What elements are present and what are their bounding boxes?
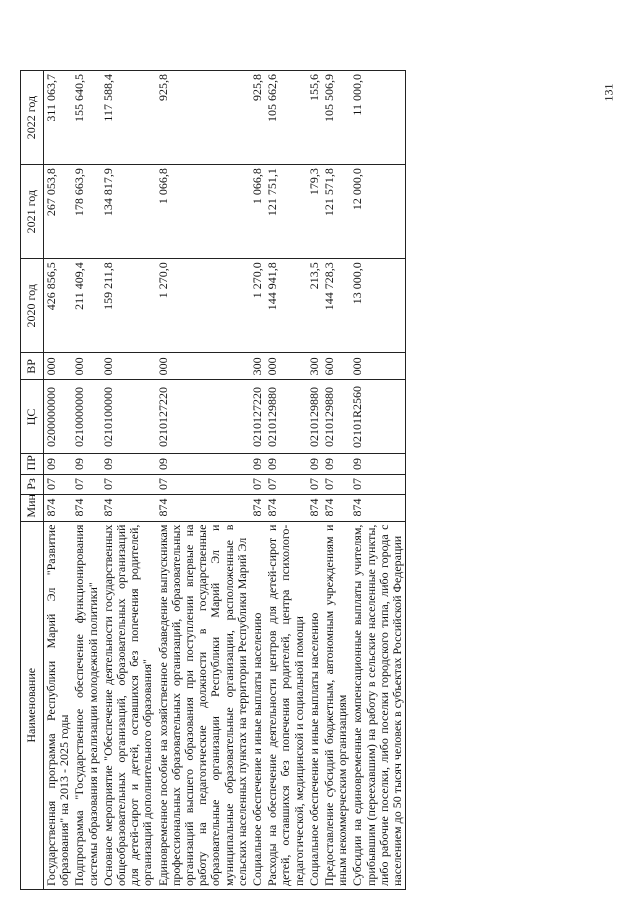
row-2022: 105 662,6 <box>265 71 307 165</box>
table-header-row <box>21 71 44 890</box>
row-min: 874 <box>44 494 73 521</box>
row-2022: 925,8 <box>156 71 250 165</box>
row-name: Расходы на обеспечение деятельности центров для детей-сирот и детей, оставшихся без попечения родителей, центра психолого-педагогической, медицинской и социальной помощи <box>265 521 307 889</box>
row-2022: 925,8 <box>250 71 265 165</box>
row-name: Единовременное пособие на хозяйственное обзаведение выпускникам профессиональных образовательных организаций, образовательных организаций высшего образования при поступлении впервые на работу на педагогические должности в государственные образовательные организации Республики Марий Эл и муниципальные образовательные организации, расположенные в сельских населенных пунктах на территории Республики Марий Эл <box>156 521 250 889</box>
row-rz: 07 <box>250 474 265 494</box>
row-rz: 07 <box>322 474 350 494</box>
row-name: Государственная программа Республики Марий Эл "Развитие образования" на 2013 - 2025 годы <box>44 521 73 889</box>
row-2022: 105 506,9 <box>322 71 350 165</box>
row-2020: 13 000,0 <box>350 259 405 353</box>
row-cs: 0210000000 <box>72 380 100 454</box>
row-pr: 09 <box>350 454 405 474</box>
table-row <box>350 71 405 890</box>
row-cs: 0210127220 <box>156 380 250 454</box>
row-min: 874 <box>72 494 100 521</box>
table-row <box>307 71 322 890</box>
row-min: 874 <box>322 494 350 521</box>
row-2021: 267 053,8 <box>44 165 73 259</box>
row-rz: 07 <box>350 474 405 494</box>
table-row <box>250 71 265 890</box>
row-rz: 07 <box>101 474 156 494</box>
row-pr: 09 <box>156 454 250 474</box>
row-pr: 09 <box>322 454 350 474</box>
row-2020: 1 270,0 <box>250 259 265 353</box>
row-name: Социальное обеспечение и иные выплаты населению <box>250 521 265 889</box>
row-2022: 155 640,5 <box>72 71 100 165</box>
table-row <box>44 71 73 890</box>
header-vr: ВР <box>21 353 44 380</box>
row-pr: 09 <box>101 454 156 474</box>
row-pr: 09 <box>265 454 307 474</box>
header-rz: Рз <box>21 474 44 494</box>
row-min: 874 <box>350 494 405 521</box>
row-vr: 000 <box>265 353 307 380</box>
row-cs: 0200000000 <box>44 380 73 454</box>
row-2020: 426 856,5 <box>44 259 73 353</box>
header-name: Наименование <box>21 521 44 889</box>
row-2021: 179,3 <box>307 165 322 259</box>
row-2020: 144 941,8 <box>265 259 307 353</box>
row-cs: 0210100000 <box>101 380 156 454</box>
row-cs: 0210129880 <box>265 380 307 454</box>
row-2021: 134 817,9 <box>101 165 156 259</box>
row-pr: 09 <box>250 454 265 474</box>
header-2022: 2022 год <box>21 71 44 165</box>
header-pr: ПР <box>21 454 44 474</box>
row-cs: 0210129880 <box>322 380 350 454</box>
row-cs: 0210127220 <box>250 380 265 454</box>
row-2021: 178 663,9 <box>72 165 100 259</box>
header-min: Мин <box>21 494 44 521</box>
row-vr: 000 <box>101 353 156 380</box>
row-cs: 02101R2560 <box>350 380 405 454</box>
row-2021: 1 066,8 <box>250 165 265 259</box>
row-name: Предоставление субсидий бюджетным, автономным учреждениям и иным некоммерческим организациям <box>322 521 350 889</box>
row-rz: 07 <box>156 474 250 494</box>
row-cs: 0210129880 <box>307 380 322 454</box>
row-name: Субсидии на единовременные компенсационные выплаты учителям, прибывшим (переехавшим) на работу в сельские населенные пункты, либо рабочие поселки, либо поселки городского типа, либо города с населением до 50 тысяч человек в субъектах Российской Федерации <box>350 521 405 889</box>
row-min: 874 <box>307 494 322 521</box>
header-2020: 2020 год <box>21 259 44 353</box>
row-vr: 300 <box>250 353 265 380</box>
row-2022: 117 588,4 <box>101 71 156 165</box>
row-min: 874 <box>101 494 156 521</box>
row-rz: 07 <box>265 474 307 494</box>
row-2021: 12 000,0 <box>350 165 405 259</box>
table-row <box>72 71 100 890</box>
row-2021: 121 751,1 <box>265 165 307 259</box>
row-name: Социальное обеспечение и иные выплаты населению <box>307 521 322 889</box>
row-2021: 121 571,8 <box>322 165 350 259</box>
row-pr: 09 <box>44 454 73 474</box>
row-rz: 07 <box>307 474 322 494</box>
table-row <box>101 71 156 890</box>
row-2020: 144 728,3 <box>322 259 350 353</box>
row-rz: 07 <box>44 474 73 494</box>
row-name: Подпрограмма "Государственное обеспечение функционирования системы образования и реализации молодежной политики" <box>72 521 100 889</box>
row-vr: 000 <box>156 353 250 380</box>
table-row <box>322 71 350 890</box>
row-name: Основное мероприятие "Обеспечение деятельности государственных общеобразовательных организаций, образовательных организаций для детей-сирот и детей, оставшихся без попечения родителей, организаций дополнительного образования" <box>101 521 156 889</box>
row-2021: 1 066,8 <box>156 165 250 259</box>
budget-table-sheet <box>20 70 580 890</box>
row-2022: 155,6 <box>307 71 322 165</box>
row-min: 874 <box>250 494 265 521</box>
row-vr: 300 <box>307 353 322 380</box>
header-2021: 2021 год <box>21 165 44 259</box>
row-2020: 1 270,0 <box>156 259 250 353</box>
table-row <box>156 71 250 890</box>
row-2020: 213,5 <box>307 259 322 353</box>
row-vr: 000 <box>350 353 405 380</box>
row-vr: 000 <box>44 353 73 380</box>
page-number: 131 <box>601 83 616 102</box>
row-vr: 600 <box>322 353 350 380</box>
header-cs: ЦС <box>21 380 44 454</box>
row-2022: 11 000,0 <box>350 71 405 165</box>
row-2020: 159 211,8 <box>101 259 156 353</box>
row-pr: 09 <box>307 454 322 474</box>
row-pr: 09 <box>72 454 100 474</box>
budget-table <box>20 70 406 890</box>
row-min: 874 <box>265 494 307 521</box>
row-vr: 000 <box>72 353 100 380</box>
row-min: 874 <box>156 494 250 521</box>
row-rz: 07 <box>72 474 100 494</box>
row-2022: 311 063,7 <box>44 71 73 165</box>
row-2020: 211 409,4 <box>72 259 100 353</box>
table-row <box>265 71 307 890</box>
